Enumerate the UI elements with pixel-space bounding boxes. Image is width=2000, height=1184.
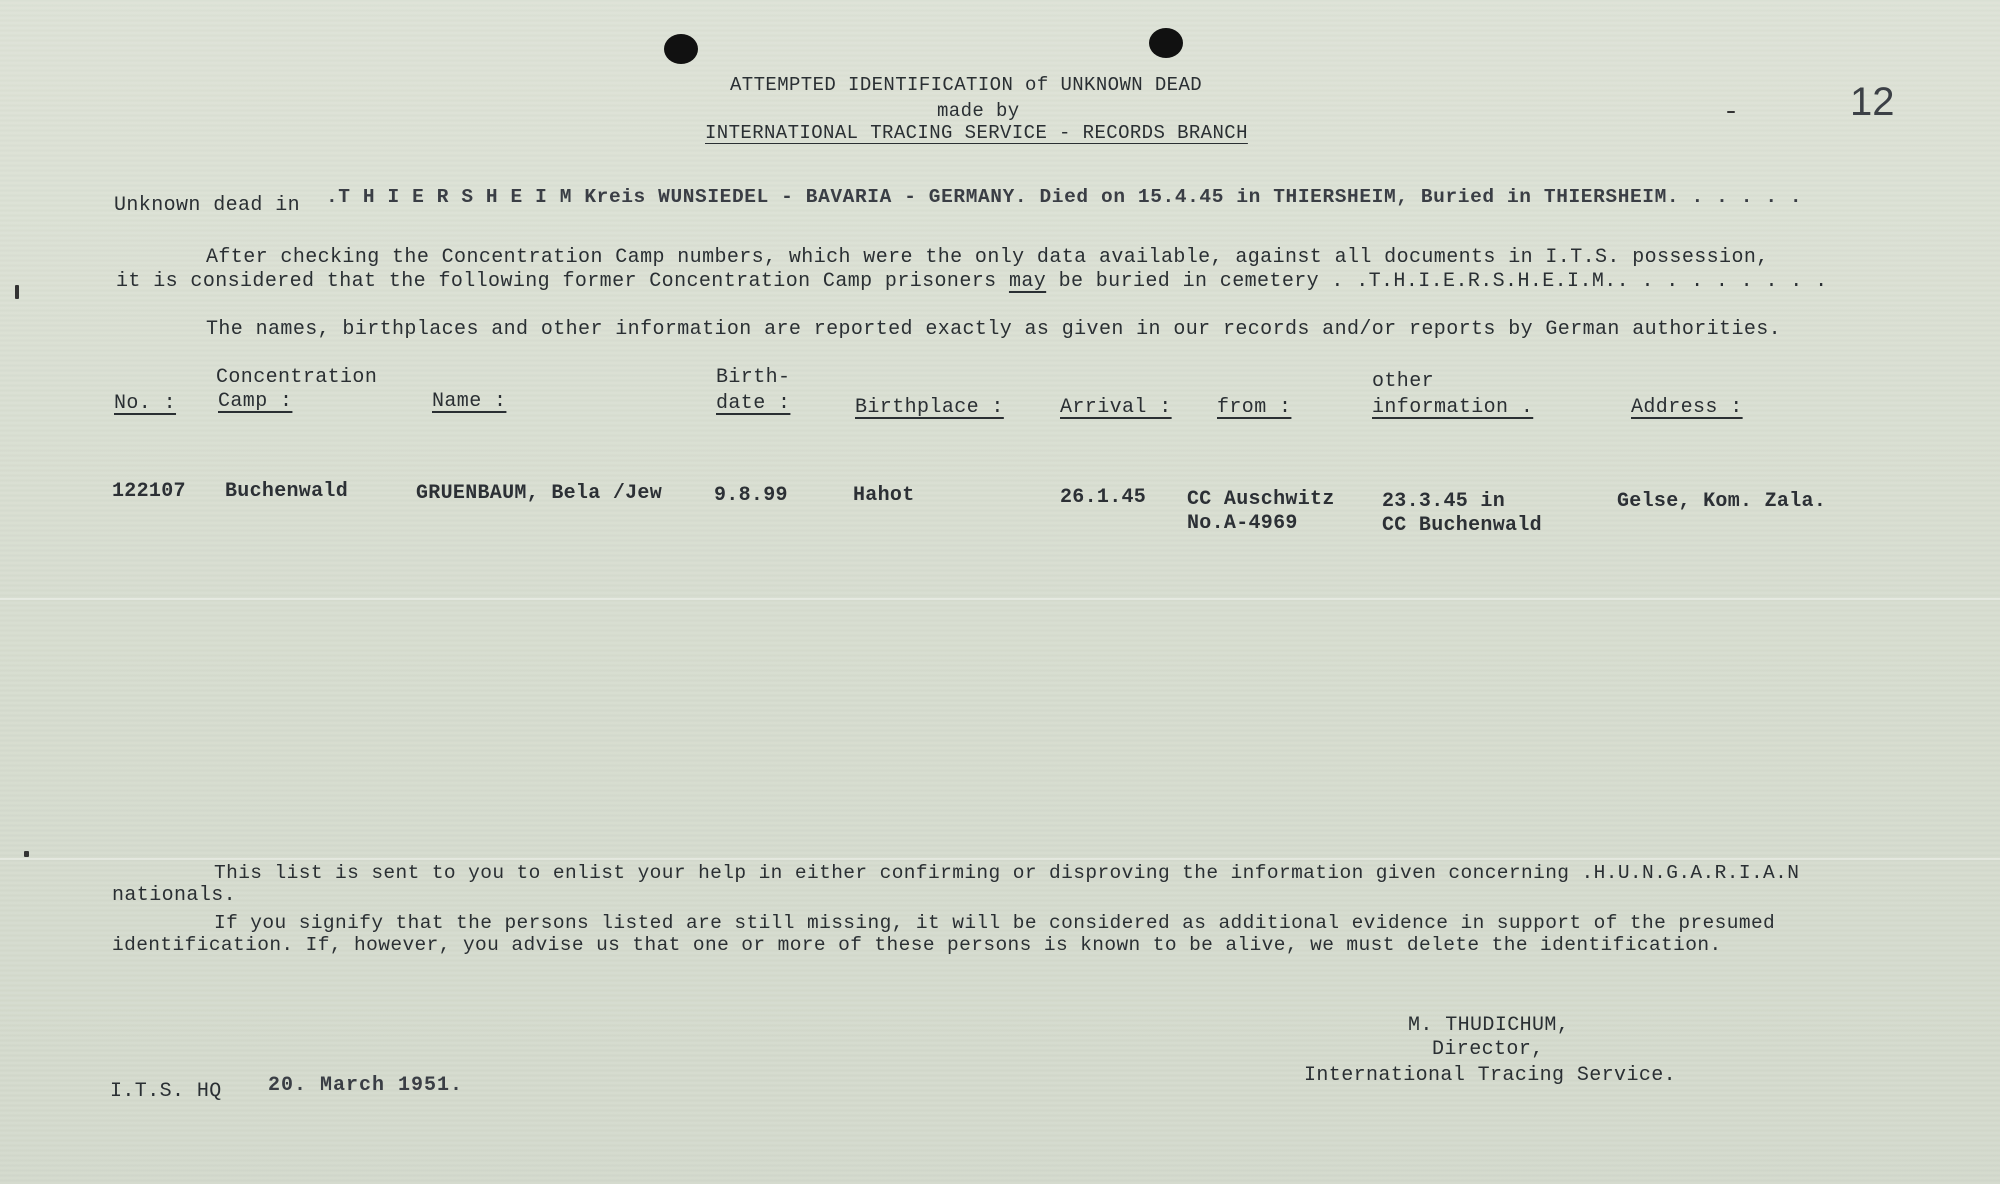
row-camp: Buchenwald [225,480,349,503]
signature-name: M. THUDICHUM, [1408,1014,1570,1037]
row-other-line-2: CC Buchenwald [1382,514,1542,537]
row-address: Gelse, Kom. Zala. [1617,490,1827,513]
row-from-line-1: CC Auschwitz [1187,488,1335,511]
intro-paragraph-line-2 [116,270,1828,293]
margin-mark [15,285,19,299]
col-header-birthdate: date : [716,392,791,415]
header-made-by: made by [937,100,1020,122]
header-organisation: INTERNATIONAL TRACING SERVICE - RECORDS BRANCH [705,122,1248,144]
col-header-name: Name : [432,390,507,413]
col-header-no: No. : [114,392,177,415]
footer-date: 20. March 1951. [268,1074,464,1097]
footer-place: I.T.S. HQ [110,1080,222,1103]
row-birthdate: 9.8.99 [714,484,788,507]
col-header-camp: Camp : [218,390,293,413]
punch-hole-left [664,34,698,64]
punch-hole-right [1149,28,1183,58]
margin-mark [1727,111,1735,113]
signature-title: Director, [1432,1038,1544,1061]
header-title: ATTEMPTED IDENTIFICATION of UNKNOWN DEAD [730,74,1203,96]
signature-organisation: International Tracing Service. [1304,1064,1677,1087]
closing-line-4: identification. If, however, you advise us that one or more of these persons is known to be alive, we must delete the identification. [112,934,1722,956]
intro-paragraph-line-1: After checking the Concentration Camp numbers, which were the only data available, against all documents in I.T.S. possession, [206,246,1769,269]
closing-line-2: nationals. [112,884,237,907]
col-header-other-top: other [1372,370,1435,393]
fold-line [0,858,2000,860]
col-header-birthdate-top: Birth- [716,366,791,389]
row-from-line-2: No.A-4969 [1187,512,1298,535]
intro-may: may [1008,270,1047,293]
row-other-line-1: 23.3.45 in [1382,490,1506,513]
location-prefix: Unknown dead in [114,194,301,217]
col-header-address: Address : [1631,396,1743,419]
col-header-from: from : [1217,396,1292,419]
intro-paragraph-2: The names, birthplaces and other information are reported exactly as given in our records and/or reports by German authorities. [206,318,1782,341]
row-name: GRUENBAUM, Bela /Jew [416,482,663,505]
fold-line [0,598,2000,600]
row-arrival: 26.1.45 [1060,486,1147,509]
closing-line-1: This list is sent to you to enlist your help in either confirming or disproving the information given concerning .H.U.N.G.A.R.I.A.N [214,862,1800,884]
row-birthplace: Hahot [853,484,915,507]
col-header-birthplace: Birthplace : [855,396,1004,419]
intro-cemetery: be buried in cemetery . .T.H.I.E.R.S.H.E.I.M.. . . . . . . . . [1058,270,1828,293]
intro-text: it is considered that the following former Concentration Camp prisoners [116,270,997,293]
margin-mark [24,851,29,857]
col-header-arrival: Arrival : [1060,396,1172,419]
col-header-other: information . [1372,396,1534,419]
row-no: 122107 [112,480,186,503]
page-number: 12 [1850,80,1895,124]
closing-line-3: If you signify that the persons listed are still missing, it will be considered as additional evidence in support of the presumed [214,912,1776,934]
col-header-camp-top: Concentration [216,366,378,389]
location-place: .T H I E R S H E I M Kreis WUNSIEDEL - BAVARIA - GERMANY. Died on 15.4.45 in THIERSHEIM, Buried in THIERSHEIM. . . . . . [326,186,1803,208]
